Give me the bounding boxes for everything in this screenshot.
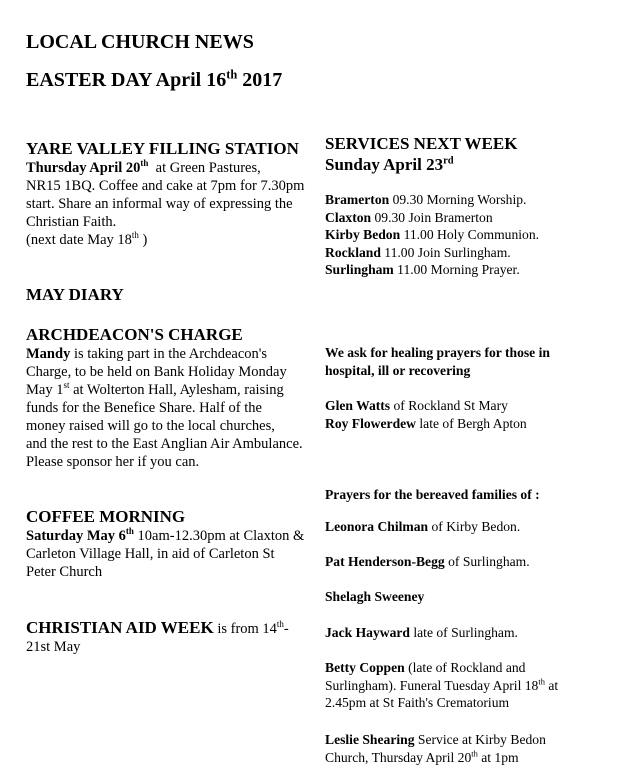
filling-station-location: at Green Pastures, <box>148 160 261 176</box>
coffee-morning-line3: Peter Church <box>26 564 103 580</box>
services-date <box>325 155 625 175</box>
service-detail: 11.00 Join Surlingham. <box>380 244 511 260</box>
bereaved-p6-line2-sup: th <box>471 747 478 758</box>
archdeacon-line5: money raised will go to the local churches, <box>26 418 275 434</box>
coffee-morning-date-sup: th <box>125 526 134 537</box>
service-place: Bramerton <box>325 192 390 207</box>
christian-aid-sup: th <box>276 619 284 630</box>
next-date-text: (next date May 18 <box>26 232 132 248</box>
may-diary-heading: MAY DIARY <box>26 285 124 304</box>
bereaved-p5-line3: 2.45pm at St Faith's Crematorium <box>325 695 510 710</box>
bereaved-person <box>325 624 518 642</box>
service-item <box>325 209 625 227</box>
bereaved-person <box>325 553 530 571</box>
bereaved-person: Shelagh Sweeney <box>325 589 425 604</box>
services-heading: SERVICES NEXT WEEK <box>325 134 518 153</box>
archdeacon-line1 <box>26 345 326 363</box>
filling-station-line1 <box>26 159 326 177</box>
archdeacon-line6: and the rest to the East Anglian Air Ambulance. <box>26 436 303 452</box>
coffee-morning-date: Saturday May 6 <box>26 528 126 544</box>
next-date-close: ) <box>138 232 148 248</box>
services-section <box>325 134 625 175</box>
services-date-text: Sunday April 23 <box>325 155 444 174</box>
healing-section <box>325 344 625 379</box>
service-detail: 11.00 Morning Prayer. <box>393 262 520 277</box>
healing-heading-line1: We ask for healing prayers for those in <box>325 345 550 360</box>
subtitle-year: 2017 <box>237 69 283 91</box>
christian-aid-line1 <box>26 618 326 638</box>
archdeacon-line3-rest: at Wolterton Hall, Aylesham, raising <box>69 382 284 398</box>
bereaved-person-name: Betty Coppen <box>325 660 405 675</box>
bereaved-p5-line1 <box>325 659 625 677</box>
christian-aid-text: is from 14 <box>213 621 277 637</box>
bereaved-heading: Prayers for the bereaved families of : <box>325 487 540 502</box>
christian-aid-dash: - <box>283 621 289 637</box>
archdeacon-line1-text: is taking part in the Archdeacon's <box>70 346 268 362</box>
bereaved-person-block <box>325 659 625 712</box>
coffee-morning-section <box>26 507 326 581</box>
service-item <box>325 244 625 262</box>
bereaved-p6-line2 <box>325 749 625 767</box>
bereaved-person-name: Pat Henderson-Begg <box>325 554 445 569</box>
christian-aid-line2: 21st May <box>26 639 81 655</box>
coffee-morning-line2: Carleton Village Hall, in aid of Carleton St <box>26 546 275 562</box>
archdeacon-name: Mandy <box>26 346 71 362</box>
bereaved-p5-line2-suffix: at <box>544 677 559 693</box>
bereaved-p5-line2-prefix: Surlingham). Funeral Tuesday April 18 <box>325 677 539 693</box>
bereaved-p5-line2-sup: th <box>538 675 545 686</box>
bereaved-person-block <box>325 731 625 766</box>
service-place: Rockland <box>325 244 381 260</box>
service-place: Kirby Bedon <box>325 227 401 242</box>
coffee-morning-line1 <box>26 527 326 545</box>
filling-station-line4: Christian Faith. <box>26 214 117 230</box>
coffee-morning-time: 10am-12.30pm at Claxton & <box>133 528 305 544</box>
healing-person-name: Glen Watts <box>325 398 391 413</box>
bereaved-person <box>325 518 520 536</box>
filling-station-line3: start. Share an informal way of expressing the <box>26 196 293 212</box>
service-detail: 11.00 Holy Communion. <box>400 227 540 242</box>
service-place: Claxton <box>325 209 372 225</box>
coffee-morning-heading: COFFEE MORNING <box>26 507 186 526</box>
next-date-sup: th <box>131 230 139 241</box>
archdeacon-line3-sup: st <box>63 380 70 391</box>
service-item <box>325 191 625 209</box>
filling-station-date-sup: th <box>140 158 149 169</box>
bereaved-p5-line2 <box>325 677 625 695</box>
bereaved-person-name: Leonora Chilman <box>325 519 429 534</box>
healing-person-name: Roy Flowerdew <box>325 415 416 431</box>
archdeacon-line7: Please sponsor her if you can. <box>26 454 200 470</box>
archdeacon-section <box>26 325 326 471</box>
healing-person-detail: late of Bergh Apton <box>415 415 527 431</box>
bereaved-person-name: Leslie Shearing <box>325 732 415 747</box>
bereaved-p6-line2-suffix: at 1pm <box>477 749 519 765</box>
filling-station-next-date <box>26 231 326 249</box>
bereaved-p6-line2-prefix: Church, Thursday April 20 <box>325 749 472 765</box>
filling-station-date: Thursday April 20 <box>26 160 141 176</box>
archdeacon-line3-prefix: May 1 <box>26 382 64 398</box>
subtitle-sup: th <box>226 67 238 82</box>
bereaved-p5-line1-rest: (late of Rockland and <box>404 660 526 675</box>
archdeacon-line4: funds for the Benefice Share. Half of the <box>26 400 262 416</box>
page-subtitle <box>26 68 282 92</box>
bereaved-person-detail: of Surlingham. <box>444 554 530 569</box>
subtitle-text: EASTER DAY April 16 <box>26 69 227 91</box>
service-detail: 09.30 Join Bramerton <box>371 209 493 225</box>
bereaved-p6-line1-rest: Service at Kirby Bedon <box>414 732 546 747</box>
archdeacon-line2: Charge, to be held on Bank Holiday Monday <box>26 364 287 380</box>
service-detail: 09.30 Morning Worship. <box>389 192 527 207</box>
service-item <box>325 226 625 244</box>
healing-person <box>325 415 625 433</box>
bereaved-p6-line1 <box>325 731 625 749</box>
christian-aid-section <box>26 618 326 656</box>
healing-person <box>325 397 625 415</box>
bereaved-person-detail: of Kirby Bedon. <box>428 519 521 534</box>
filling-station-line2: NR15 1BQ. Coffee and cake at 7pm for 7.30pm <box>26 178 305 194</box>
archdeacon-heading: ARCHDEACON'S CHARGE <box>26 325 243 344</box>
christian-aid-heading: CHRISTIAN AID WEEK <box>26 618 214 637</box>
services-list <box>325 191 625 279</box>
filling-station-section <box>26 139 326 249</box>
service-item <box>325 261 625 279</box>
healing-list <box>325 397 625 432</box>
archdeacon-line3 <box>26 381 326 399</box>
service-place: Surlingham <box>325 262 394 277</box>
page-title: LOCAL CHURCH NEWS <box>26 31 254 53</box>
filling-station-heading: YARE VALLEY FILLING STATION <box>26 139 299 158</box>
healing-heading-line2: hospital, ill or recovering <box>325 362 471 378</box>
services-date-sup: rd <box>443 155 454 167</box>
bereaved-person-detail: late of Surlingham. <box>409 625 518 640</box>
bereaved-person-name: Jack Hayward <box>325 625 410 640</box>
healing-person-detail: of Rockland St Mary <box>390 398 508 413</box>
